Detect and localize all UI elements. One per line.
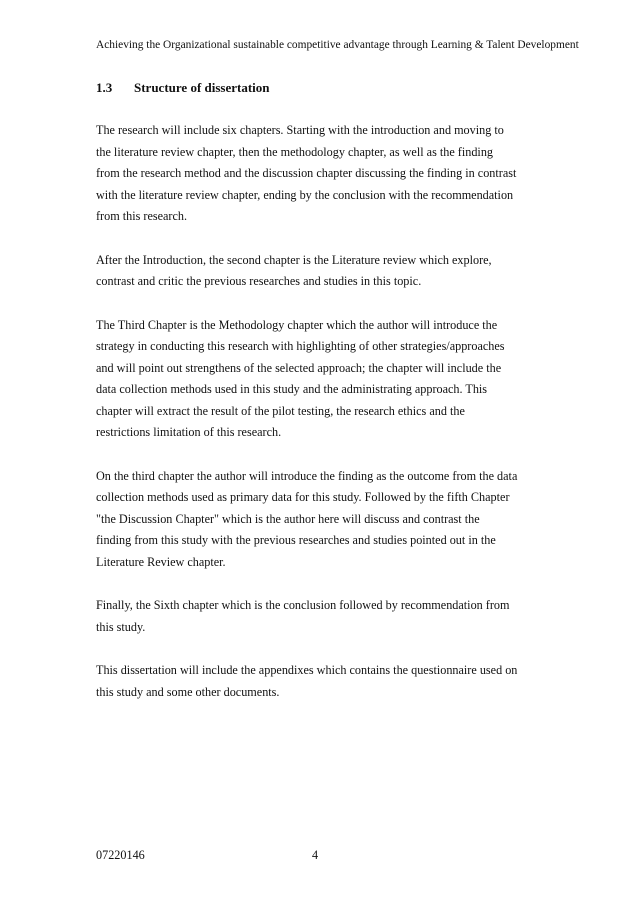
text-line: this study and some other documents. [96, 684, 280, 699]
text-line: collection methods used as primary data for this study. Followed by the fifth Chapter [96, 490, 510, 504]
section-number: 1.3 [96, 80, 113, 95]
footer-page-number: 4 [312, 848, 319, 862]
text-line: finding from this study with the previous researches and studies pointed out in the [96, 533, 496, 547]
running-header: Achieving the Organizational sustainable competitive advantage through Learning & Talent Development [96, 39, 579, 51]
paragraph-conclusion [96, 595, 546, 638]
text-line: contrast and critic the previous researches and studies in this topic. [96, 274, 422, 288]
text-line: the literature review chapter, then the methodology chapter, as well as the finding [96, 144, 494, 159]
text-line: The research will include six chapters. Starting with the introduction and moving to [96, 123, 504, 137]
section-heading [96, 80, 270, 96]
paragraph-findings-discussion [96, 466, 546, 574]
text-line: Finally, the Sixth chapter which is the conclusion followed by recommendation from [96, 598, 510, 612]
body-text [96, 120, 546, 725]
text-line: "the Discussion Chapter" which is the author here will discuss and contrast the [96, 511, 480, 526]
text-line: from this research. [96, 209, 188, 223]
footer-student-id: 07220146 [96, 848, 145, 862]
section-title: Structure of dissertation [134, 80, 270, 95]
text-line: Literature Review chapter. [96, 554, 226, 569]
text-line: strategy in conducting this research with highlighting of other strategies/approaches [96, 339, 505, 353]
paragraph-literature-review [96, 250, 546, 293]
text-line: On the third chapter the author will introduce the finding as the outcome from the data [96, 468, 518, 483]
text-line: data collection methods used in this study and the administrating approach. This [96, 382, 488, 396]
paragraph-appendixes [96, 660, 546, 703]
text-line: The Third Chapter is the Methodology chapter which the author will introduce the [96, 317, 498, 332]
text-line: and will point out strengthens of the selected approach; the chapter will include the [96, 360, 502, 375]
paragraph-methodology [96, 315, 546, 444]
text-line: chapter will extract the result of the pilot testing, the research ethics and the [96, 403, 465, 418]
text-line: This dissertation will include the appendixes which contains the questionnaire used on [96, 663, 518, 677]
text-line: After the Introduction, the second chapter is the Literature review which explore, [96, 252, 492, 267]
text-line: this study. [96, 619, 146, 634]
text-line: from the research method and the discussion chapter discussing the finding in contrast [96, 166, 517, 180]
text-line: restrictions limitation of this research. [96, 425, 282, 439]
text-line: with the literature review chapter, ending by the conclusion with the recommendation [96, 187, 514, 202]
paragraph-chapters-overview [96, 120, 546, 228]
